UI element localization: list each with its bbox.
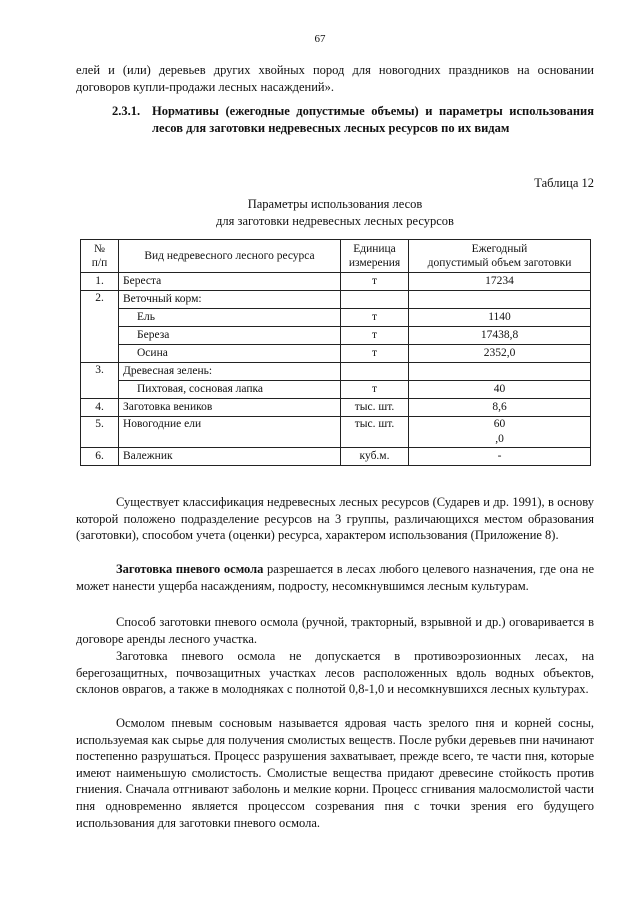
body-paragraph-5: Осмолом пневым сосновым называется ядровая часть зрелого пня и корней сосны, используемая как сырье для получения смолистых веществ. После рубки деревьев пни начинают постепенно разрушаться. Процесс разрушения захватывает, прежде всего, те части пня, которые имеют наименьшую смолистость. Смолистые вещества придают древесине стойкость против гниения. Сначала отгнивают заболонь и мелкие корни. Процесс сгнивания малосмолистой части пня одновременно является процессом созревания пня с точки зрения его будущего использования для заготовки пневого осмола.	[76, 716, 594, 830]
row-value: 8,6	[409, 399, 591, 417]
row-num: 2.	[81, 291, 119, 363]
row-value: -	[409, 448, 591, 466]
row-unit: тыс. шт.	[341, 417, 409, 448]
intro-paragraph: елей и (или) деревьев других хвойных пород для новогодних праздников на основании договоров купли-продажи лесных насаждений».	[76, 63, 594, 94]
section-heading	[112, 103, 594, 136]
row-value	[409, 363, 591, 381]
table-label: Таблица 12	[534, 176, 594, 190]
table-row	[81, 327, 591, 345]
row-unit: т	[341, 309, 409, 327]
header-num-line2: п/п	[91, 257, 108, 269]
row-value: 1140	[409, 309, 591, 327]
row-name: Осина	[119, 345, 341, 363]
table-caption-line1: Параметры использования лесов	[247, 197, 423, 211]
row-name: Береста	[119, 273, 341, 291]
header-volume-line2: допустимый объем заготовки	[427, 257, 572, 269]
section-title: Нормативы (ежегодные допустимые объемы) и параметры использования лесов для заготовки недревесных лесных ресурсов по их видам	[152, 104, 594, 135]
row-unit: т	[341, 327, 409, 345]
row-name: Ель	[119, 309, 341, 327]
table-caption-line2: для заготовки недревесных лесных ресурсов	[216, 214, 454, 228]
row-name: Береза	[119, 327, 341, 345]
table-row	[81, 399, 591, 417]
table-row	[81, 291, 591, 309]
page-number: 67	[314, 33, 326, 45]
row-value: 17234	[409, 273, 591, 291]
row-num: 5.	[81, 417, 119, 448]
header-unit-line2: измерения	[348, 257, 401, 269]
header-unit	[341, 240, 409, 273]
body-paragraph-4: Заготовка пневого осмола не допускается в противоэрозионных лесах, на берегозащитных, почвозащитных участках лесов расположенных вдоль водных объектов, склонов оврагов, а также в молодняках с полнотой 0,8-1,0 и несомкнувшихся лесных культурах.	[76, 649, 594, 697]
header-unit-line1: Единица	[353, 243, 396, 255]
table-row	[81, 363, 591, 381]
row-unit: тыс. шт.	[341, 399, 409, 417]
row-name: Пихтовая, сосновая лапка	[119, 381, 341, 399]
row-unit: т	[341, 273, 409, 291]
row-name: Заготовка веников	[119, 399, 341, 417]
header-num-line1: №	[94, 243, 105, 255]
body-paragraph-3: Способ заготовки пневого осмола (ручной, тракторный, взрывной и др.) оговаривается в договоре аренды лесного участка.	[76, 615, 594, 646]
section-number: 2.3.1.	[112, 104, 141, 118]
table-row	[81, 448, 591, 466]
row-name: Новогодние ели	[119, 417, 341, 448]
row-num: 1.	[81, 273, 119, 291]
row-value: 17438,8	[409, 327, 591, 345]
body-paragraph-1: Существует классификация недревесных лесных ресурсов (Сударев и др. 1991), в основу которой положено подразделение ресурсов на 3 группы, различающихся местом образования (заготовки), способом учета (оценки) ресурса, характером использования (Приложение 8).	[76, 495, 594, 543]
header-volume	[409, 240, 591, 273]
osmol-term: Заготовка пневого осмола	[116, 562, 264, 576]
row-name: Веточный корм:	[119, 291, 341, 309]
row-value: 2352,0	[409, 345, 591, 363]
header-volume-line1: Ежегодный	[471, 243, 528, 255]
table-caption	[76, 196, 594, 230]
table-header-row	[81, 240, 591, 273]
row-unit	[341, 363, 409, 381]
row-value-line1: 60	[493, 418, 506, 430]
row-num: 4.	[81, 399, 119, 417]
row-value-line2: ,0	[495, 433, 504, 445]
row-num: 6.	[81, 448, 119, 466]
row-name: Валежник	[119, 448, 341, 466]
row-value	[409, 291, 591, 309]
table-row	[81, 273, 591, 291]
header-num	[81, 240, 119, 273]
parameters-table	[80, 239, 591, 466]
table-row	[81, 417, 591, 448]
table-row	[81, 345, 591, 363]
table-row	[81, 309, 591, 327]
table-row	[81, 381, 591, 399]
row-num: 3.	[81, 363, 119, 399]
header-resource: Вид недревесного лесного ресурса	[119, 240, 341, 273]
body-paragraph-2-text: разрешается в лесах любого целевого назначения, где она не может нанести ущерба насаждениям, подросту, несомкнувшимся лесным культурам.	[76, 562, 594, 593]
row-name: Древесная зелень:	[119, 363, 341, 381]
row-unit: т	[341, 345, 409, 363]
row-unit	[341, 291, 409, 309]
row-value: 40	[409, 381, 591, 399]
row-value	[409, 417, 591, 448]
row-unit: куб.м.	[341, 448, 409, 466]
body-paragraph-2	[76, 561, 594, 594]
row-unit: т	[341, 381, 409, 399]
